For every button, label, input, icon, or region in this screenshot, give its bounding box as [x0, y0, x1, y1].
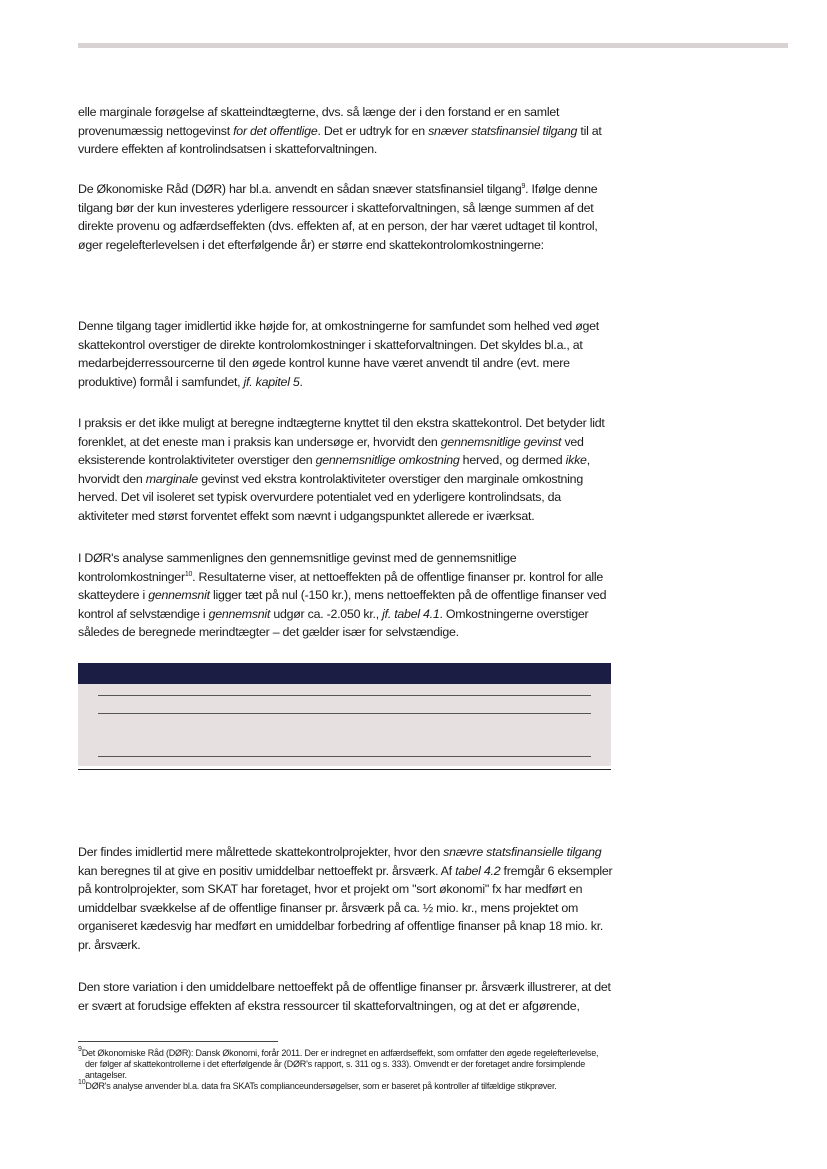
- paragraph-3: Denne tilgang tager imidlertid ikke højde for, at omkostningerne for samfundet som helhed ved øget skattekontrol overstiger de direkte kontrolomkostninger i skatteforvaltningen. Det skyldes bl.a., at medarbejderressourcerne til den øgede kontrol kunne have været anvendt til andre (evt. mere produktive) formål i samfundet, jf. kapitel 5.: [78, 319, 599, 389]
- header-rule: [78, 43, 788, 48]
- table-rule: [98, 756, 591, 757]
- paragraph-7: Den store variation i den umiddelbare nettoeffekt på de offentlige finanser pr. årsværk illustrerer, at det er svært at forudsige effekten af ekstra ressourcer til skatteforvaltningen, og at det er afgørende,: [78, 980, 611, 1013]
- paragraph-2: De Økonomiske Råd (DØR) har bl.a. anvendt en sådan snæver statsfinansiel tilgang$^9$. Ifølge denne tilgang bør der kun investeres yderligere ressourcer i skatteforvaltningen, så længe summen af det direkte provenu og adfærdseffekten (dvs. effekten af, at en person, der har været udtaget til kontrol, øger regelefterlevelsen i det efterfølgende år) er større end skattekontrolomkostningerne:: [78, 182, 598, 252]
- paragraph-6: Der findes imidlertid mere målrettede skattekontrolprojekter, hvor den snævre statsfinansielle tilgang kan beregnes til at give en positiv umiddelbar nettoeffekt pr. årsværk. Af tabel 4.2 fremgår 6 eksempler på kontrolprojekter, som SKAT har foretaget, hvor et projekt om "sort økonomi" fx har medført en umiddelbar svækkelse af de offentlige finanser pr. årsværk på ca. ½ mio. kr., mens projektet om organiseret kædesvig har medført en umiddelbar forbedring af offentlige finanser på knap 18 mio. kr. pr. årsværk.: [78, 845, 613, 952]
- paragraph-5: I DØR's analyse sammenlignes den gennemsnitlige gevinst med de gennemsnitlige kontrolomkostninger$^{10}$. Resultaterne viser, at nettoeffekten på de offentlige finanser pr. kontrol for alle skatteydere i gennemsnit ligger tæt på nul (-150 kr.), mens nettoeffekten på de offentlige finanser ved kontrol af selvstændige i gennemsnit udgør ca. -2.050 kr., jf. tabel 4.1. Omkostningerne overstiger således de beregnede merindtægter – det gælder især for selvstændige.: [78, 551, 607, 640]
- footnote-ref-9: 9: [521, 183, 526, 190]
- table-4-1-body: [78, 684, 611, 766]
- table-bottom-rule: [78, 769, 611, 770]
- footnote-ref-10: 10: [184, 570, 193, 578]
- footnote-9: $^9$Det Økonomiske Råd (DØR): Dansk Økonomi, forår 2011. Der er indregnet en adfærdseffekt, som omfatter den øgede regelefterlevelse, der følger af skattekontrollerne i det efterfølgende år (DØR's rapport, s. 311 og s. 333). Omvendt er der foretaget andre forsimplende antagelser.: [78, 1046, 599, 1080]
- footnotes: [78, 1048, 613, 1092]
- table-4-1-header: [78, 663, 611, 684]
- paragraph-1: elle marginale forøgelse af skatteindtægterne, dvs. så længe der i den forstand er en samlet provenumæssig nettogevinst for det offentlige. Det er udtryk for en snæver statsfinansiel tilgang til at vurdere effekten af kontrolindsatsen i skatteforvaltningen.: [78, 105, 602, 157]
- table-rule: [98, 713, 591, 714]
- table-rule: [98, 695, 591, 696]
- footnote-separator: [78, 1041, 278, 1042]
- paragraph-4: I praksis er det ikke muligt at beregne indtægterne knyttet til den ekstra skattekontrol. Det betyder lidt forenklet, at det eneste man i praksis kan undersøge er, hvorvidt den gennemsnitlige gevinst ved eksisterende kontrolaktiviteter overstiger den gennemsnitlige omkostning herved, og dermed ikke, hvorvidt den marginale gevinst ved ekstra kontrolaktiviteter overstiger den marginale omkostning herved. Det vil isoleret set typisk overvurdere potentialet ved en yderligere kontrolindsats, da aktiviteter med størst forventet effekt som nævnt i udgangspunktet allerede er iværksat.: [78, 416, 605, 523]
- footnote-10: $^{10}$DØR's analyse anvender bl.a. data fra SKATs complianceundersøgelser, som er baseret på kontroller af tilfældige stikprøver.: [78, 1079, 557, 1091]
